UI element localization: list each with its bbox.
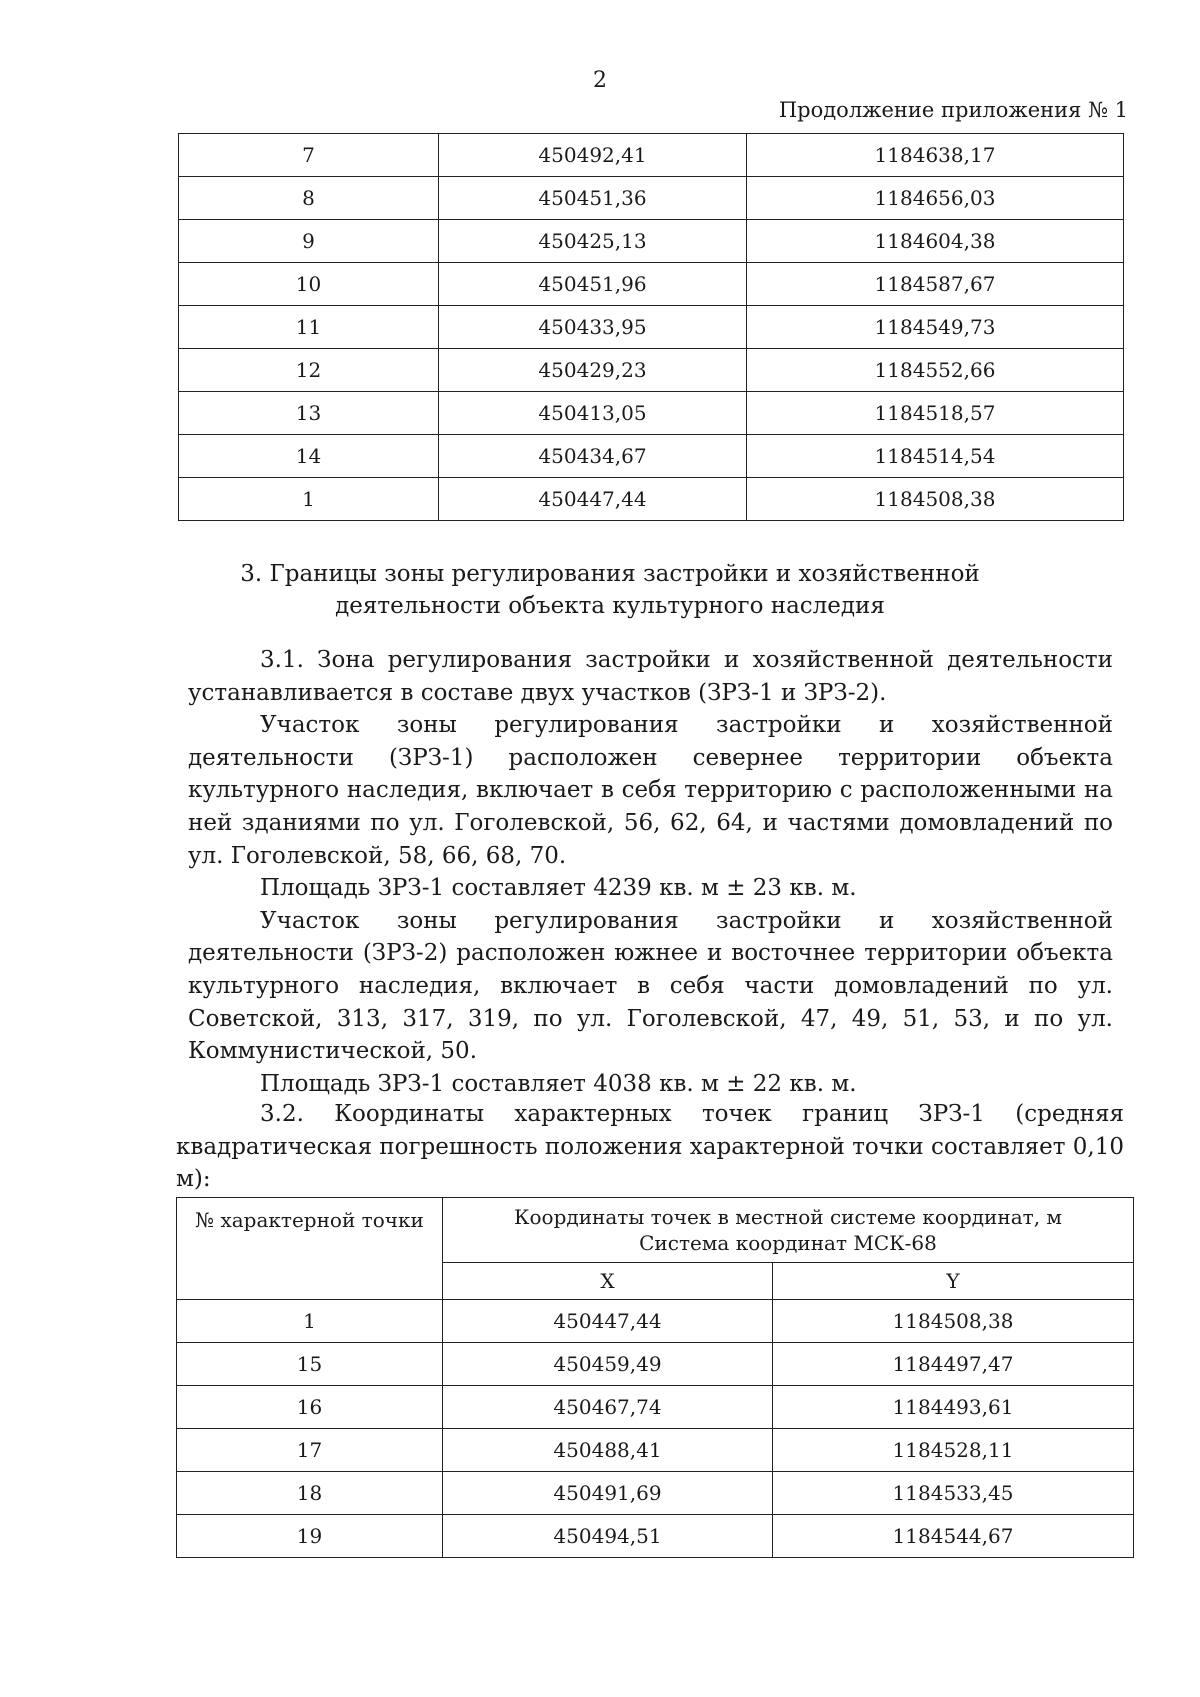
x-cell: 450434,67 (439, 435, 747, 478)
header-coordinates (443, 1198, 1134, 1263)
point-number-cell: 19 (177, 1515, 443, 1558)
table-row (177, 1515, 1134, 1558)
table-row (179, 220, 1124, 263)
table-header-row (177, 1198, 1134, 1263)
table-row (177, 1300, 1134, 1343)
point-number-cell: 17 (177, 1429, 443, 1472)
point-number-cell: 12 (179, 349, 439, 392)
y-cell: 1184604,38 (747, 220, 1124, 263)
point-number-cell: 1 (179, 478, 439, 521)
point-number-cell: 1 (177, 1300, 443, 1343)
point-number-cell: 18 (177, 1472, 443, 1515)
section-body (188, 644, 1113, 1100)
header-point-number: № характерной точки (177, 1198, 443, 1300)
y-cell: 1184552,66 (747, 349, 1124, 392)
y-cell: 1184493,61 (773, 1386, 1134, 1429)
point-number-cell: 7 (179, 134, 439, 177)
x-cell: 450447,44 (439, 478, 747, 521)
x-cell: 450467,74 (443, 1386, 773, 1429)
zrz1-coordinates-table (176, 1197, 1134, 1558)
section-heading-line-2: деятельности объекта культурного наследия (335, 593, 885, 619)
table-row (179, 349, 1124, 392)
x-cell: 450433,95 (439, 306, 747, 349)
section-body-wide (176, 1098, 1124, 1196)
table-row (179, 177, 1124, 220)
point-number-cell: 9 (179, 220, 439, 263)
paragraph-zrz2-area: Площадь ЗРЗ-1 составляет 4038 кв. м ± 22 кв. м. (260, 1070, 857, 1097)
paragraph-3-1: 3.1. Зона регулирования застройки и хозяйственной деятельности устанавливается в составе двух участков (ЗРЗ-1 и ЗРЗ-2). (188, 647, 1113, 706)
appendix-note: Продолжение приложения № 1 (778, 98, 1128, 122)
paragraph-zrz1-description: Участок зоны регулирования застройки и хозяйственной деятельности (ЗРЗ-1) расположен севернее территории объекта культурного наследия, включает в себя территорию с расположенными на ней зданиями по ул. Гоголевской, 56, 62, 64, и частями домовладений по ул. Гоголевской, 58, 66, 68, 70. (188, 712, 1113, 869)
paragraph-zrz2-description: Участок зоны регулирования застройки и хозяйственной деятельности (ЗРЗ-2) расположен южнее и восточнее территории объекта культурного наследия, включает в себя части домовладений по ул. Советской, 313, 317, 319, по ул. Гоголевской, 47, 49, 51, 53, и по ул. Коммунистической, 50. (188, 907, 1113, 1065)
table-row (179, 478, 1124, 521)
point-number-cell: 16 (177, 1386, 443, 1429)
x-cell: 450492,41 (439, 134, 747, 177)
table-row (179, 263, 1124, 306)
x-cell: 450459,49 (443, 1343, 773, 1386)
point-number-cell: 13 (179, 392, 439, 435)
table-row (179, 435, 1124, 478)
table-row (179, 306, 1124, 349)
x-cell: 450413,05 (439, 392, 747, 435)
point-number-cell: 14 (179, 435, 439, 478)
header-coordinates-line-1: Координаты точек в местной системе координат, м (514, 1205, 1062, 1229)
table-row (177, 1386, 1134, 1429)
section-heading (200, 558, 1020, 622)
table-row (177, 1472, 1134, 1515)
y-cell: 1184656,03 (747, 177, 1124, 220)
x-cell: 450425,13 (439, 220, 747, 263)
point-number-cell: 15 (177, 1343, 443, 1386)
table-row (179, 392, 1124, 435)
table-row (177, 1429, 1134, 1472)
y-cell: 1184514,54 (747, 435, 1124, 478)
x-cell: 450488,41 (443, 1429, 773, 1472)
x-cell: 450494,51 (443, 1515, 773, 1558)
y-cell: 1184533,45 (773, 1472, 1134, 1515)
section-heading-line-1: 3. Границы зоны регулирования застройки и хозяйственной (240, 561, 980, 587)
x-cell: 450429,23 (439, 349, 747, 392)
table-row (177, 1343, 1134, 1386)
y-cell: 1184518,57 (747, 392, 1124, 435)
table-row (179, 134, 1124, 177)
coordinates-table-continued (178, 133, 1124, 521)
point-number-cell: 11 (179, 306, 439, 349)
y-cell: 1184508,38 (773, 1300, 1134, 1343)
point-number-cell: 10 (179, 263, 439, 306)
x-cell: 450447,44 (443, 1300, 773, 1343)
y-cell: 1184508,38 (747, 478, 1124, 521)
point-number-cell: 8 (179, 177, 439, 220)
y-cell: 1184497,47 (773, 1343, 1134, 1386)
y-cell: 1184587,67 (747, 263, 1124, 306)
x-cell: 450491,69 (443, 1472, 773, 1515)
paragraph-3-2: 3.2. Координаты характерных точек границ ЗРЗ-1 (средняя квадратическая погрешность положения характерной точки составляет 0,10 м): (176, 1101, 1124, 1193)
y-cell: 1184549,73 (747, 306, 1124, 349)
header-coordinates-line-2: Система координат МСК-68 (639, 1231, 937, 1255)
y-cell: 1184544,67 (773, 1515, 1134, 1558)
paragraph-zrz1-area: Площадь ЗРЗ-1 составляет 4239 кв. м ± 23 кв. м. (260, 875, 857, 902)
header-x: X (443, 1263, 773, 1300)
x-cell: 450451,96 (439, 263, 747, 306)
y-cell: 1184528,11 (773, 1429, 1134, 1472)
header-y: Y (773, 1263, 1134, 1300)
y-cell: 1184638,17 (747, 134, 1124, 177)
x-cell: 450451,36 (439, 177, 747, 220)
page-number: 2 (593, 68, 607, 93)
